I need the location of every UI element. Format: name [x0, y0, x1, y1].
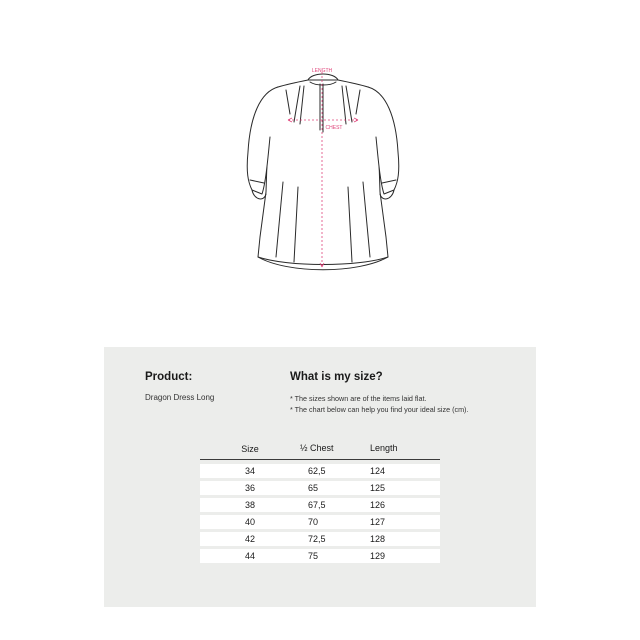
chest-cell: 67,5 [308, 500, 326, 510]
column-header-length: Length [370, 443, 398, 453]
table-row [200, 532, 440, 546]
size-guide-card [104, 347, 536, 607]
table-row [200, 515, 440, 529]
length-cell: 126 [370, 500, 386, 510]
chest-cell: 62,5 [308, 466, 326, 476]
chest-cell: 72,5 [308, 534, 326, 544]
chest-label: CHEST [325, 125, 343, 131]
length-cell: 124 [370, 466, 386, 476]
length-cell: 129 [370, 551, 386, 561]
table-row [200, 464, 440, 478]
header-divider [200, 459, 440, 460]
length-cell: 125 [370, 483, 386, 493]
chest-cell: 75 [308, 551, 319, 561]
product-name: Dragon Dress Long [145, 393, 215, 402]
size-cell: 34 [244, 466, 255, 476]
size-guide-heading: What is my size? [290, 371, 383, 383]
size-cell: 40 [244, 517, 255, 527]
length-cell: 128 [370, 534, 386, 544]
size-cell: 36 [244, 483, 255, 493]
size-notes [290, 393, 468, 415]
size-note: * The chart below can help you find your ideal size (cm). [290, 405, 469, 414]
dress-illustration [238, 62, 408, 282]
size-table-header [200, 443, 440, 459]
length-label: LENGTH [311, 68, 333, 74]
table-row [200, 481, 440, 495]
product-heading: Product: [145, 371, 193, 383]
chest-cell: 70 [308, 517, 319, 527]
size-cell: 38 [244, 500, 255, 510]
column-header-size: Size [241, 444, 259, 454]
table-row [200, 498, 440, 512]
chest-cell: 65 [308, 483, 319, 493]
size-cell: 42 [244, 534, 255, 544]
size-note: * The sizes shown are of the items laid flat. [290, 394, 427, 403]
size-cell: 44 [244, 551, 255, 561]
column-header-half-chest: ½ Chest [300, 443, 334, 453]
table-row [200, 549, 440, 563]
size-table [200, 443, 440, 566]
length-cell: 127 [370, 517, 386, 527]
